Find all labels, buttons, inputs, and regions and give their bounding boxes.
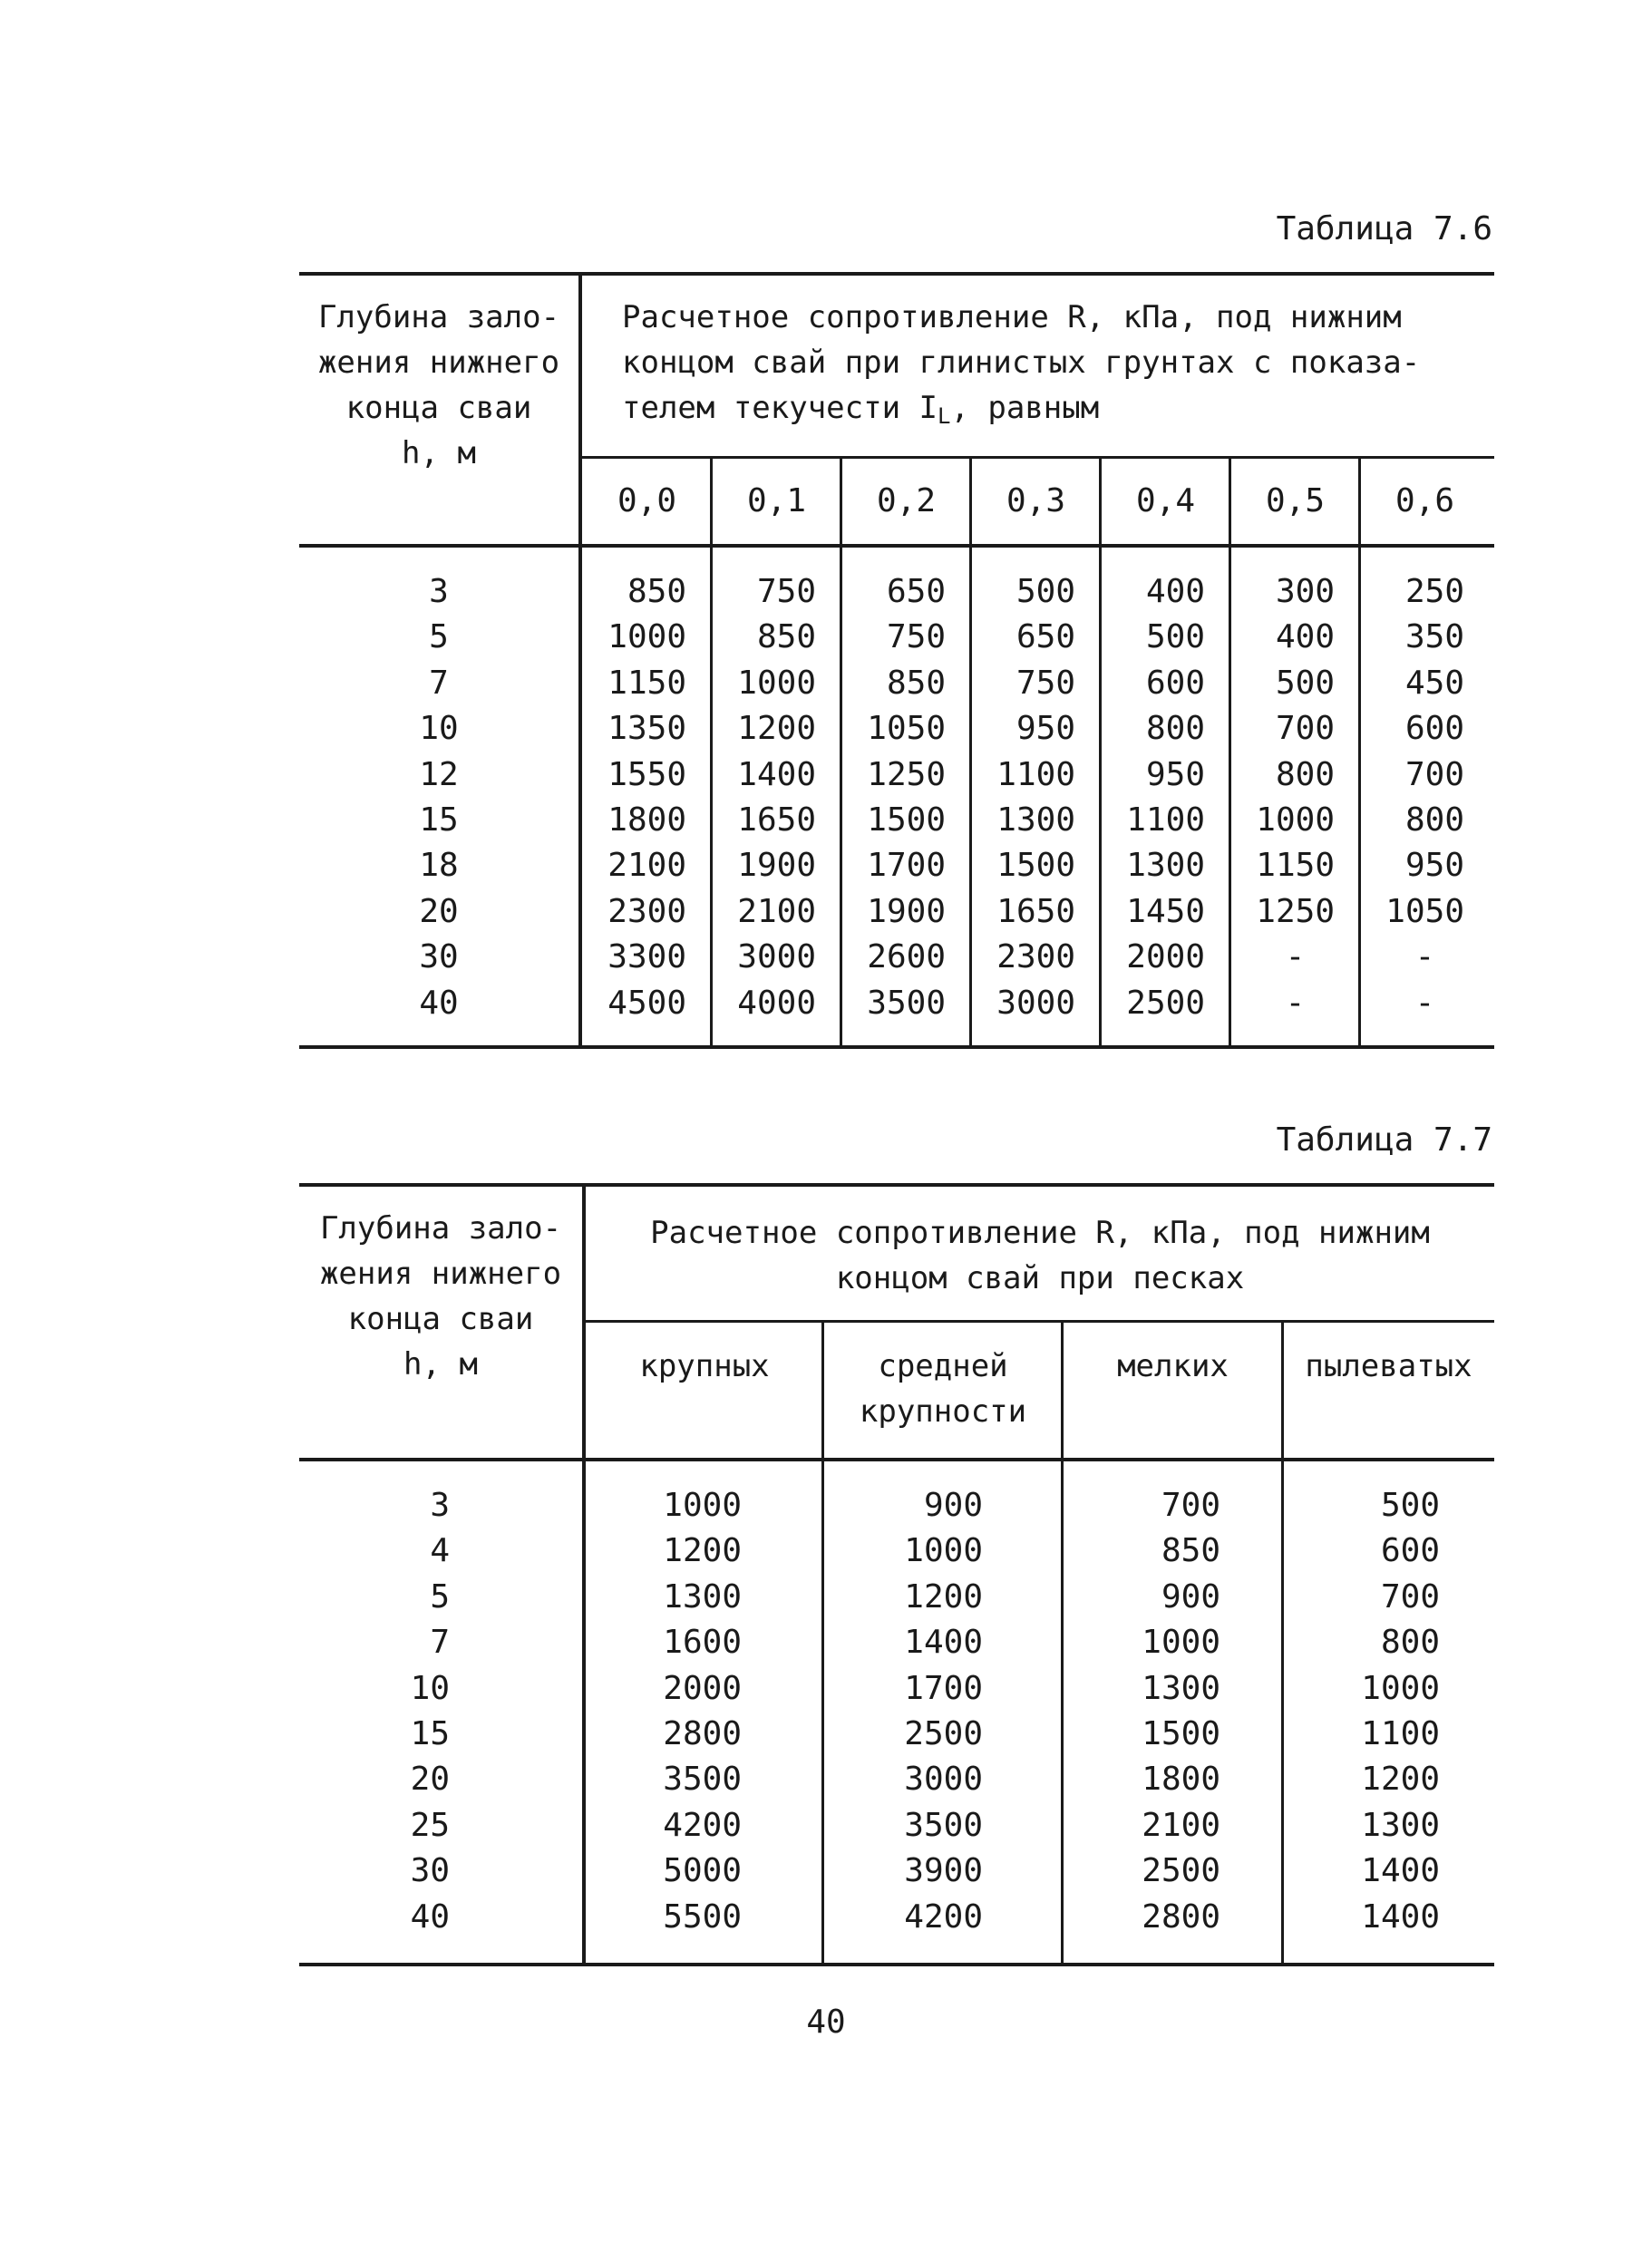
table-7-6-cell-3-3: 950 — [1015, 710, 1075, 747]
table-7-6-cell-7-6: 1050 — [1385, 893, 1464, 930]
table-7-6-cell-1-5: 400 — [1275, 618, 1335, 655]
table-7-6-row-1-h: 5 — [429, 618, 449, 655]
table-7-7-group-header-line-1: Расчетное сопротивление R, кПа, под нижним — [650, 1215, 1430, 1251]
table-7-6-group-header-line-1: Расчетное сопротивление R, кПа, под нижним — [622, 299, 1402, 335]
table-7-6-col-header-6: 0,6 — [1394, 482, 1455, 519]
table-7-6-group-rule — [580, 456, 1494, 459]
table-7-6-cell-5-3: 1300 — [996, 801, 1075, 839]
table-7-7-cell-2-3: 700 — [1380, 1578, 1440, 1616]
table-7-7-bottom-rule — [299, 1963, 1494, 1966]
table-7-6-cell-6-3: 1500 — [996, 847, 1075, 884]
table-7-6-cell-6-1: 1900 — [737, 847, 816, 884]
table-7-6-row-0-h: 3 — [429, 573, 449, 610]
page-number: 40 — [806, 2004, 846, 2041]
table-7-7-cell-5-1: 2500 — [904, 1715, 983, 1752]
table-7-7-header-rule — [299, 1458, 1494, 1461]
table-7-7-cell-9-2: 2800 — [1142, 1898, 1220, 1936]
table-7-6-cell-7-2: 1900 — [867, 893, 946, 930]
table-7-6-cell-3-6: 600 — [1404, 710, 1464, 747]
table-7-7-cell-1-3: 600 — [1380, 1532, 1440, 1569]
table-7-6-cell-8-1: 3000 — [737, 938, 816, 975]
table-7-6-cell-7-3: 1650 — [996, 893, 1075, 930]
table-7-7-col-header-2-line-0: мелких — [1117, 1348, 1229, 1384]
table-7-6-cell-5-6: 800 — [1404, 801, 1464, 839]
table-7-7-cell-0-0: 1000 — [663, 1487, 742, 1524]
table-7-6-cell-8-2: 2600 — [867, 938, 946, 975]
table-7-7-cell-9-1: 4200 — [904, 1898, 983, 1936]
table-7-6-cell-8-5: - — [1285, 938, 1306, 975]
table-7-6-row-7-h: 20 — [419, 893, 459, 930]
table-7-7-cell-7-2: 2100 — [1142, 1807, 1220, 1844]
table-7-7-cell-6-0: 3500 — [663, 1761, 742, 1798]
table-7-6-cell-5-4: 1100 — [1126, 801, 1205, 839]
table-7-6-cell-3-4: 800 — [1145, 710, 1205, 747]
table-7-6-cell-0-5: 300 — [1275, 573, 1335, 610]
table-7-7-cell-1-0: 1200 — [663, 1532, 742, 1569]
table-7-6-row-6-h: 18 — [419, 847, 459, 884]
table-7-7-stub-header-line-1: Глубина зало- — [319, 1210, 562, 1247]
table-7-7-cell-5-0: 2800 — [663, 1715, 742, 1752]
table-7-6-cell-1-0: 1000 — [607, 618, 686, 655]
table-7-7-cell-4-1: 1700 — [904, 1670, 983, 1707]
table-7-7-cell-2-2: 900 — [1161, 1578, 1220, 1616]
table-7-7-cell-8-1: 3900 — [904, 1852, 983, 1889]
table-7-6-cell-9-1: 4000 — [737, 985, 816, 1022]
table-7-7-cell-4-0: 2000 — [663, 1670, 742, 1707]
table-7-7-cell-3-1: 1400 — [904, 1624, 983, 1661]
table-7-6-stub-header-line-1: Глубина зало- — [317, 299, 560, 335]
table-7-7-stub-header-line-4: h, м — [403, 1346, 478, 1383]
table-7-7-cell-5-3: 1100 — [1361, 1715, 1440, 1752]
table-7-6-cell-5-0: 1800 — [607, 801, 686, 839]
table-7-6-cell-2-4: 600 — [1145, 665, 1205, 702]
table-7-7-cell-2-1: 1200 — [904, 1578, 983, 1616]
table-7-6-cell-0-6: 250 — [1404, 573, 1464, 610]
table-7-6-header-rule — [299, 544, 1494, 548]
table-7-7-row-7-h: 25 — [410, 1807, 450, 1844]
table-7-7-cell-7-3: 1300 — [1361, 1807, 1440, 1844]
table-7-7-row-6-h: 20 — [410, 1761, 450, 1798]
table-7-7-group-rule — [584, 1320, 1494, 1323]
table-7-6-cell-7-0: 2300 — [607, 893, 686, 930]
table-7-6-cell-3-2: 1050 — [867, 710, 946, 747]
table-7-6-cell-7-4: 1450 — [1126, 893, 1205, 930]
table-7-6-cell-6-6: 950 — [1404, 847, 1464, 884]
table-7-7-cell-9-3: 1400 — [1361, 1898, 1440, 1936]
table-7-6-cell-9-4: 2500 — [1126, 985, 1205, 1022]
table-7-6-cell-3-5: 700 — [1275, 710, 1335, 747]
table-7-7-col-header-1-line-1: крупности — [859, 1393, 1027, 1430]
table-7-7-top-rule — [299, 1183, 1494, 1187]
table-7-7-cell-3-0: 1600 — [663, 1624, 742, 1661]
table-7-7-col-header-1-line-0: средней — [878, 1348, 1008, 1384]
table-7-6-top-rule — [299, 272, 1494, 276]
table-7-6-row-8-h: 30 — [419, 938, 459, 975]
table-7-6-group-header-line-3 — [622, 385, 1099, 439]
table-7-6-stub-header-line-3: конца сваи — [345, 390, 532, 426]
table-7-7-cell-4-2: 1300 — [1142, 1670, 1220, 1707]
table-7-6-cell-6-5: 1150 — [1256, 847, 1335, 884]
table-7-6-cell-8-6: - — [1414, 938, 1435, 975]
table-7-6-cell-6-2: 1700 — [867, 847, 946, 884]
table-7-6-cell-5-5: 1000 — [1256, 801, 1335, 839]
table-7-6-cell-4-5: 800 — [1275, 756, 1335, 793]
table-7-7-row-4-h: 10 — [410, 1670, 450, 1707]
table-7-7-cell-1-1: 1000 — [904, 1532, 983, 1569]
table-7-6-cell-5-2: 1500 — [867, 801, 946, 839]
table-7-6-cell-1-3: 650 — [1015, 618, 1075, 655]
table-7-7-cell-0-3: 500 — [1380, 1487, 1440, 1524]
table-7-6-col-header-1: 0,1 — [746, 482, 807, 519]
table-7-7-stub-header-line-3: конца сваи — [347, 1301, 534, 1337]
table-7-6-group-header-line-3-tail: , равным — [950, 390, 1100, 426]
table-7-7-col-header-3-line-0: пылеватых — [1305, 1348, 1472, 1384]
table-7-6-cell-4-6: 700 — [1404, 756, 1464, 793]
table-7-7-row-5-h: 15 — [410, 1715, 450, 1752]
table-7-7-cell-8-3: 1400 — [1361, 1852, 1440, 1889]
table-7-7-cell-5-2: 1500 — [1142, 1715, 1220, 1752]
table-7-6-cell-2-1: 1000 — [737, 665, 816, 702]
table-7-6-cell-6-4: 1300 — [1126, 847, 1205, 884]
table-7-7-cell-6-3: 1200 — [1361, 1761, 1440, 1798]
table-7-7-caption: Таблица 7.7 — [1276, 1121, 1492, 1159]
table-7-6-cell-0-3: 500 — [1015, 573, 1075, 610]
table-7-7-cell-1-2: 850 — [1161, 1532, 1220, 1569]
table-7-7-cell-6-1: 3000 — [904, 1761, 983, 1798]
table-7-6-cell-9-0: 4500 — [607, 985, 686, 1022]
table-7-6-cell-8-0: 3300 — [607, 938, 686, 975]
table-7-6-cell-9-6: - — [1414, 985, 1435, 1022]
table-7-6-col-header-4: 0,4 — [1135, 482, 1196, 519]
table-7-7-col-header-0-line-0: крупных — [639, 1348, 770, 1384]
table-7-6-col-header-3: 0,3 — [1006, 482, 1066, 519]
table-7-6-cell-2-3: 750 — [1015, 665, 1075, 702]
table-7-7-row-3-h: 7 — [430, 1624, 450, 1661]
table-7-6-caption: Таблица 7.6 — [1276, 210, 1492, 247]
table-7-6-cell-1-6: 350 — [1404, 618, 1464, 655]
table-7-6-stub-header-line-4: h, м — [402, 435, 476, 471]
table-7-7-cell-8-0: 5000 — [663, 1852, 742, 1889]
table-7-6-cell-9-3: 3000 — [996, 985, 1075, 1022]
table-7-6-cell-0-4: 400 — [1145, 573, 1205, 610]
table-7-7-row-2-h: 5 — [430, 1578, 450, 1616]
table-7-6-cell-7-5: 1250 — [1256, 893, 1335, 930]
table-7-6-cell-5-1: 1650 — [737, 801, 816, 839]
table-7-7-row-0-h: 3 — [430, 1487, 450, 1524]
table-7-6-cell-7-1: 2100 — [737, 893, 816, 930]
table-7-6-cell-3-0: 1350 — [607, 710, 686, 747]
table-7-7-cell-9-0: 5500 — [663, 1898, 742, 1936]
table-7-7-cell-0-1: 900 — [923, 1487, 983, 1524]
table-7-6-cell-2-0: 1150 — [607, 665, 686, 702]
table-7-6-stub-header-line-2: жения нижнего — [317, 344, 560, 381]
table-7-6-cell-4-1: 1400 — [737, 756, 816, 793]
table-7-6-group-header-subscript: L — [938, 403, 951, 429]
table-7-6-cell-6-0: 2100 — [607, 847, 686, 884]
table-7-6-cell-2-5: 500 — [1275, 665, 1335, 702]
table-7-6-row-9-h: 40 — [419, 985, 459, 1022]
table-7-7-cell-4-3: 1000 — [1361, 1670, 1440, 1707]
table-7-6-cell-9-5: - — [1285, 985, 1306, 1022]
table-7-7-cell-2-0: 1300 — [663, 1578, 742, 1616]
table-7-6-cell-1-2: 750 — [886, 618, 946, 655]
table-7-6-cell-3-1: 1200 — [737, 710, 816, 747]
table-7-6-bottom-rule — [299, 1045, 1494, 1049]
table-7-6-cell-4-4: 950 — [1145, 756, 1205, 793]
table-7-7-row-1-h: 4 — [430, 1532, 450, 1569]
table-7-6-row-3-h: 10 — [419, 710, 459, 747]
table-7-6-cell-9-2: 3500 — [867, 985, 946, 1022]
table-7-6-cell-0-2: 650 — [886, 573, 946, 610]
table-7-7-row-8-h: 30 — [410, 1852, 450, 1889]
table-7-6-row-4-h: 12 — [419, 756, 459, 793]
table-7-7-row-9-h: 40 — [410, 1898, 450, 1936]
table-7-6-group-header-line-2: концом свай при глинистых грунтах с показа- — [622, 344, 1421, 381]
table-7-6-row-5-h: 15 — [419, 801, 459, 839]
table-7-7-cell-3-2: 1000 — [1142, 1624, 1220, 1661]
table-7-6-col-header-0: 0,0 — [617, 482, 677, 519]
table-7-6-cell-1-4: 500 — [1145, 618, 1205, 655]
table-7-6-group-header-line-3-main: телем текучести I — [622, 390, 938, 426]
table-7-6-cell-4-2: 1250 — [867, 756, 946, 793]
table-7-6-cell-0-0: 850 — [627, 573, 686, 610]
table-7-7-cell-7-0: 4200 — [663, 1807, 742, 1844]
table-7-7-cell-7-1: 3500 — [904, 1807, 983, 1844]
table-7-6-cell-0-1: 750 — [756, 573, 816, 610]
table-7-7-stub-header-line-2: жения нижнего — [319, 1256, 562, 1292]
table-7-7-cell-6-2: 1800 — [1142, 1761, 1220, 1798]
table-7-6-cell-2-2: 850 — [886, 665, 946, 702]
table-7-6-cell-4-3: 1100 — [996, 756, 1075, 793]
table-7-6-row-2-h: 7 — [429, 665, 449, 702]
table-7-6-cell-1-1: 850 — [756, 618, 816, 655]
table-7-7-group-header-line-2: концом свай при песках — [835, 1260, 1245, 1296]
table-7-6-cell-2-6: 450 — [1404, 665, 1464, 702]
table-7-7-cell-8-2: 2500 — [1142, 1852, 1220, 1889]
table-7-7-cell-3-3: 800 — [1380, 1624, 1440, 1661]
table-7-6-cell-8-3: 2300 — [996, 938, 1075, 975]
table-7-6-col-header-2: 0,2 — [876, 482, 937, 519]
table-7-6-cell-4-0: 1550 — [607, 756, 686, 793]
table-7-6-col-header-5: 0,5 — [1265, 482, 1326, 519]
table-7-7-cell-0-2: 700 — [1161, 1487, 1220, 1524]
table-7-6-cell-8-4: 2000 — [1126, 938, 1205, 975]
